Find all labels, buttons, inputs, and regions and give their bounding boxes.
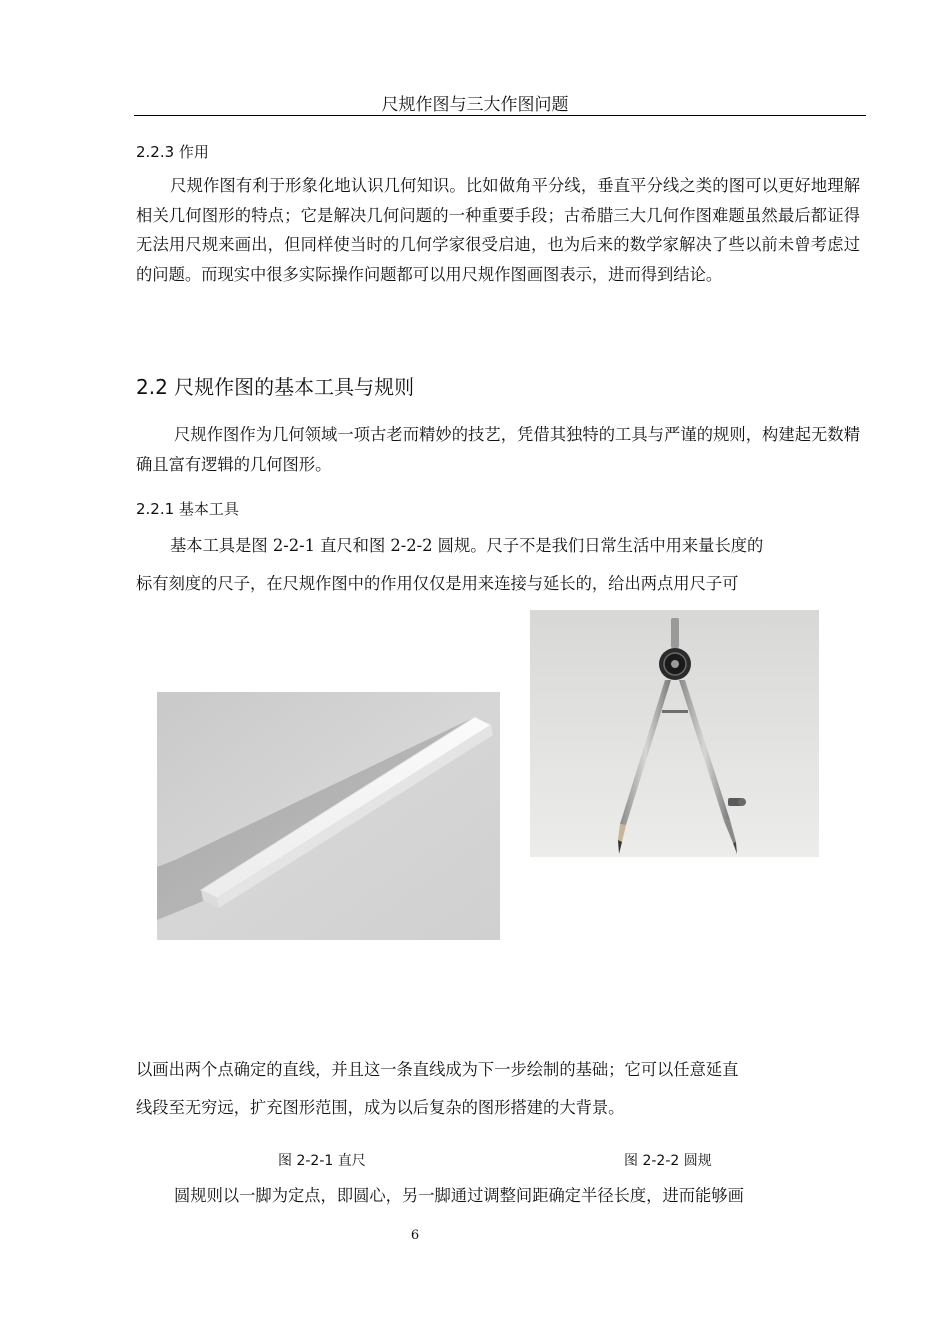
section-heading-2-2: 2.2 尺规作图的基本工具与规则: [136, 375, 415, 399]
running-header: 尺规作图与三大作图问题: [381, 95, 569, 115]
page-number: 6: [410, 1228, 420, 1243]
section-2-2-text: 尺规作图作为几何领域一项古老而精妙的技艺，凭借其独特的工具与严谨的规则，构建起无数精确且富有逻辑的几何图形。: [136, 425, 860, 474]
section-heading-2-2-1: 2.2.1 基本工具: [136, 500, 239, 518]
paragraph-last-line: 圆规则以一脚为定点，即圆心，另一脚通过调整间距确定半径长度，进而能够画: [174, 1186, 744, 1205]
paragraph-line-4: 线段至无穷远，扩充图形范围，成为以后复杂的图形搭建的大背景。: [136, 1098, 625, 1117]
ruler-image: [157, 692, 500, 940]
ruler-caption: 图 2-2-1 直尺: [278, 1153, 366, 1169]
section-2-2-paragraph: [136, 420, 860, 479]
section-heading-2-2-3: 2.2.3 作用: [136, 143, 209, 161]
compass-image: [530, 610, 819, 857]
ruler-figure: [157, 692, 500, 940]
section-2-2-3-text: 尺规作图有利于形象化地认识几何知识。比如做角平分线，垂直平分线之类的图可以更好地理解相关几何图形的特点；它是解决几何问题的一种重要手段；古希腊三大几何作图难题虽然最后都证得无法用尺规来画出，但同样使当时的几何学家很受启迪，也为后来的数学家解决了些以前未曾考虑过的问题。而现实中很多实际操作问题都可以用尺规作图画图表示，进而得到结论。: [136, 176, 860, 284]
paragraph-line-2: 标有刻度的尺子，在尺规作图中的作用仅仅是用来连接与延长的，给出两点用尺子可: [136, 574, 739, 593]
paragraph-line-1: 基本工具是图 2-2-1 直尺和图 2-2-2 圆规。尺子不是我们日常生活中用来量长度的: [170, 536, 764, 555]
section-2-2-3-paragraph: [136, 171, 860, 289]
header-rule: [134, 115, 866, 116]
paragraph-line-3: 以画出两个点确定的直线，并且这一条直线成为下一步绘制的基础；它可以任意延直: [136, 1060, 739, 1079]
compass-figure: [530, 610, 819, 857]
compass-caption: 图 2-2-2 圆规: [624, 1153, 712, 1169]
